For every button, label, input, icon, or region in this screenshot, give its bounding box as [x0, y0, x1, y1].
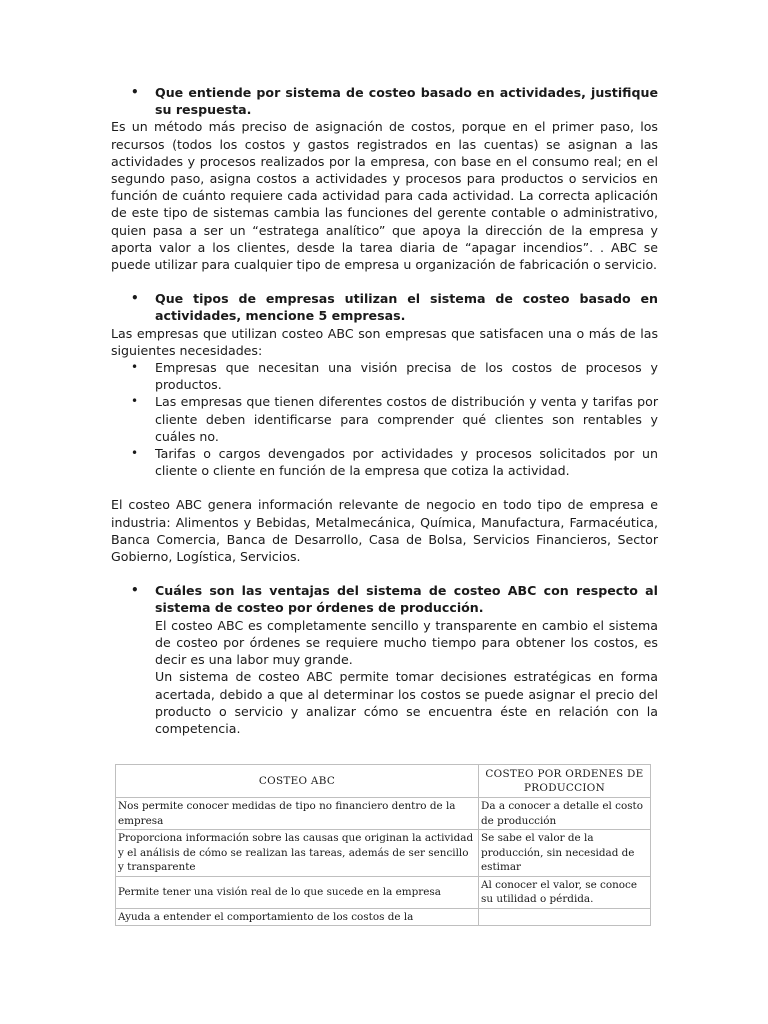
- answer-2-intro: Las empresas que utilizan costeo ABC son empresas que satisfacen una o más de las siguientes necesidades:: [111, 325, 658, 358]
- advantage-paragraph-1: El costeo ABC es completamente sencillo y transparente en cambio el sistema de costeo por órdenes se requiere mucho tiempo para obtener los costos, es decir es una labor muy grande.: [155, 617, 658, 668]
- table-cell: Al conocer el valor, se conoce su utilidad o pérdida.: [479, 876, 651, 908]
- table-row: [116, 876, 651, 908]
- question-2: • Que tipos de empresas utilizan el sistema de costeo basado en actividades, mencione 5 empresas.: [111, 290, 658, 324]
- table-cell: Se sabe el valor de la producción, sin necesidad de estimar: [479, 830, 651, 877]
- table-cell: Permite tener una visión real de lo que sucede en la empresa: [116, 876, 479, 908]
- table-cell: Ayuda a entender el comportamiento de los costos de la: [116, 908, 479, 926]
- table-row: [116, 908, 651, 926]
- table-row: [116, 830, 651, 877]
- table-cell: Da a conocer a detalle el costo de producción: [479, 798, 651, 830]
- industries-paragraph: El costeo ABC genera información relevante de negocio en todo tipo de empresa e industria: Alimentos y Bebidas, Metalmecánica, Química, Manufactura, Farmacéutica, Banca Comercia, Banca de Desarrollo, Casa de Bolsa, Servicios Financieros, Sector Gobierno, Logística, Servicios.: [111, 497, 658, 565]
- header-costeo-ordenes: COSTEO POR ORDENES DE PRODUCCION: [479, 765, 651, 798]
- question-list-2: [111, 290, 658, 324]
- question-1: • Que entiende por sistema de costeo basado en actividades, justifique su respuesta.: [111, 84, 658, 118]
- question-list-1: [111, 84, 658, 118]
- table-cell: Nos permite conocer medidas de tipo no financiero dentro de la empresa: [116, 798, 479, 830]
- comparison-table: [115, 764, 651, 926]
- question-list-3: [111, 582, 658, 616]
- header-costeo-abc: COSTEO ABC: [116, 765, 479, 798]
- table-cell: Proporciona información sobre las causas que originan la actividad y el análisis de cómo se realizan las tareas, además de ser sencillo y transparente: [116, 830, 479, 877]
- table-header-row: [116, 765, 651, 798]
- needs-list: [111, 359, 658, 479]
- list-item: • Las empresas que tienen diferentes costos de distribución y venta y tarifas por cliente deben identificarse para comprender qué clientes son rentables y cuáles no.: [111, 393, 658, 445]
- question-3: • Cuáles son las ventajas del sistema de costeo ABC con respecto al sistema de costeo por órdenes de producción.: [111, 582, 658, 616]
- list-item: • Tarifas o cargos devengados por actividades y procesos solicitados por un cliente o cliente en función de la empresa que cotiza la actividad.: [111, 445, 658, 479]
- table-row: [116, 798, 651, 830]
- table-cell: [479, 908, 651, 926]
- answer-1: Es un método más preciso de asignación de costos, porque en el primer paso, los recursos (todos los costos y gastos registrados en las cuentas) se asignan a las actividades y procesos realizados por la empresa, con base en el consumo real; en el segundo paso, asigna costos a actividades y procesos para productos o servicios en función de cuánto requiere cada actividad para cada actividad. La correcta aplicación de este tipo de sistemas cambia las funciones del gerente contable o administrativo, quien pasa a ser un “estratega analítico” que apoya la dirección de la empresa y aporta valor a los clientes, desde la tarea diaria de “apagar incendios”. . ABC se puede utilizar para cualquier tipo de empresa u organización de fabricación o servicio.: [111, 119, 658, 273]
- document-body: [111, 84, 658, 737]
- list-item: • Empresas que necesitan una visión precisa de los costos de procesos y productos.: [111, 359, 658, 393]
- advantage-paragraph-2: Un sistema de costeo ABC permite tomar decisiones estratégicas en forma acertada, debido a que al determinar los costos se puede asignar el precio del producto o servicio y analizar cómo se encuentra éste en relación con la competencia.: [155, 669, 658, 736]
